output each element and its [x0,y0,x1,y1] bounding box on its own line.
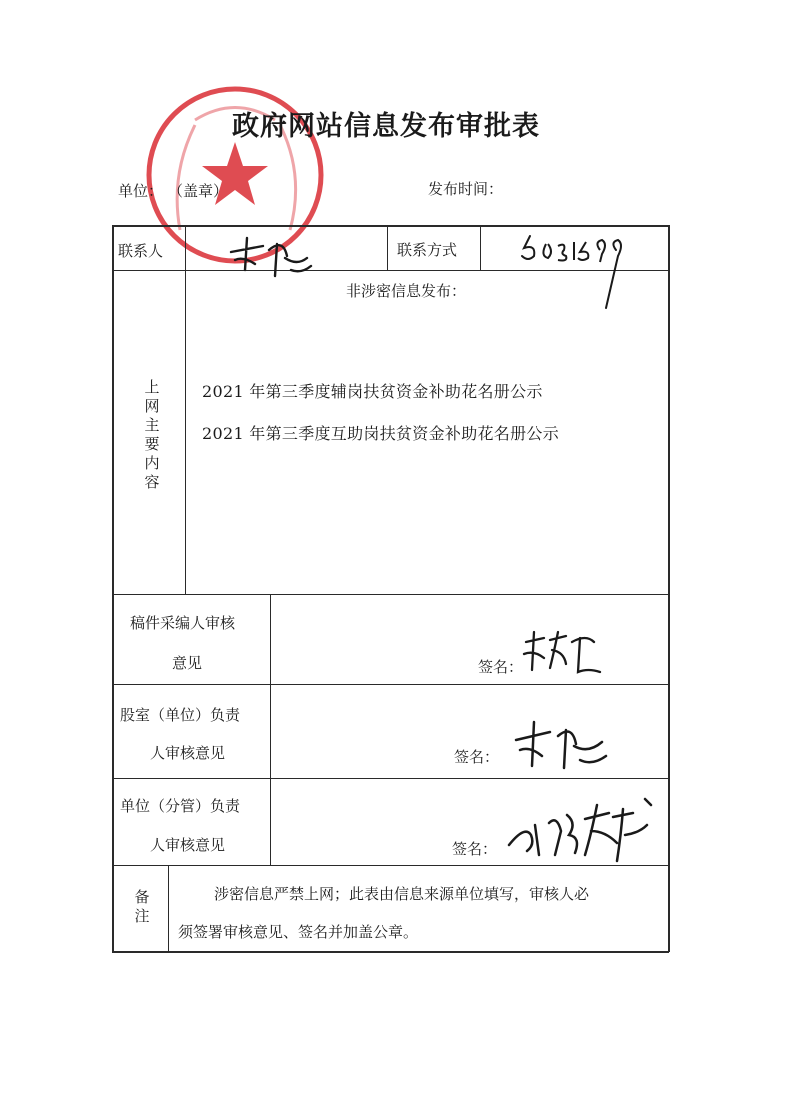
editor-review-label-line1: 稿件采编人审核 [130,614,236,632]
content-item-1: 2021 年第三季度辅岗扶贫资金补助花名册公示 [202,382,543,401]
leader-review-label-line1: 单位（分管）负责 [120,797,241,815]
section-review-label-line2: 人审核意见 [150,744,226,762]
content-heading: 非涉密信息发布： [346,282,467,300]
remarks-line-1: 涉密信息严禁上网；此表由信息来源单位填写，审核人必 [214,885,590,903]
unit-label: 单位： [118,182,164,200]
unit-stamp-note: （盖章） [168,182,229,200]
content-item-2: 2021 年第三季度互助岗扶贫资金补助花名册公示 [202,424,560,443]
editor-sign-label: 签名： [478,658,524,676]
leader-sign-label: 签名： [452,840,498,858]
contact-person-label: 联系人 [118,242,164,260]
form-title: 政府网站信息发布审批表 [232,111,540,142]
contact-method-handwriting [520,226,630,316]
editor-signature [520,628,605,678]
remarks-line-2: 须签署审核意见、签名并加盖公章。 [178,923,419,941]
publish-time-label: 发布时间： [428,180,504,198]
leader-signature [505,795,655,870]
contact-person-signature [225,230,315,285]
section-signature [510,716,610,776]
contact-method-label: 联系方式 [397,241,458,259]
editor-review-label-line2: 意见 [172,654,203,672]
section-review-label-line1: 股室（单位）负责 [120,706,241,724]
remarks-label: 备 注 [134,888,150,925]
online-content-label: 上 网 主 要 内 容 [144,378,160,491]
section-sign-label: 签名： [454,748,500,766]
leader-review-label-line2: 人审核意见 [150,836,226,854]
